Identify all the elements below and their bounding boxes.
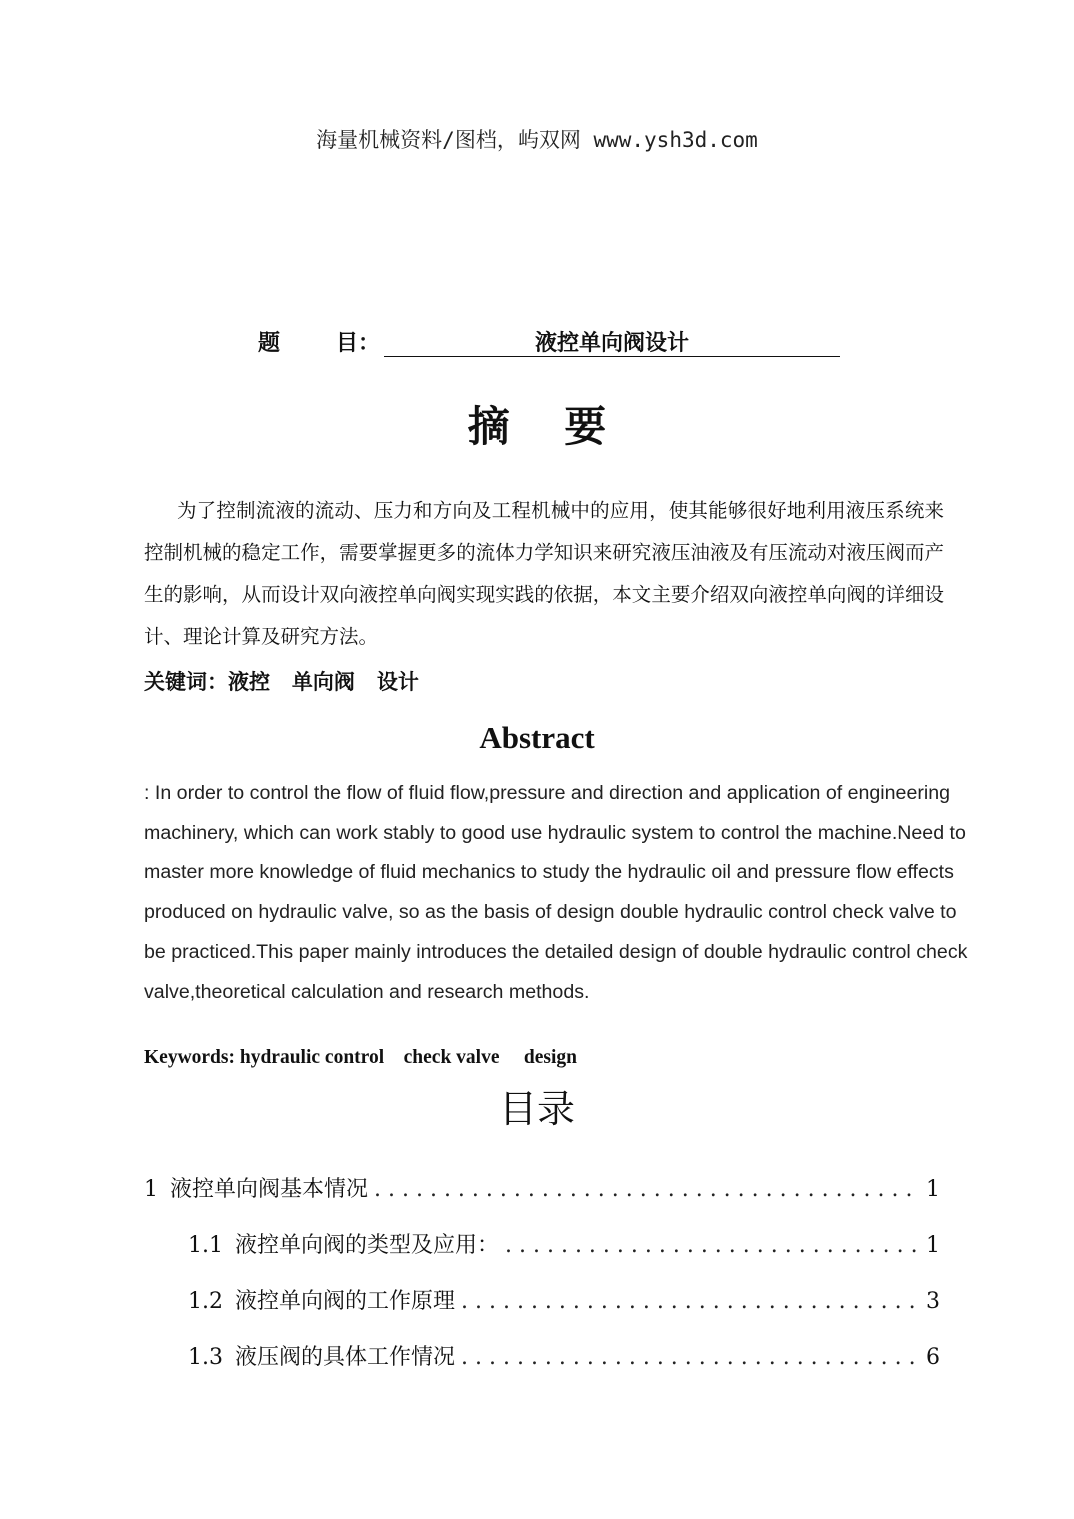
abstract-body-en: : In order to control the flow of fluid flow,pressure and direction and application of engineering machinery, which can work stably to good use hydraulic system to control the machine.Need to master more knowledge of fluid mechanics to study the hydraulic oil and pressure flow effects produced on hydraulic valve, so as the basis of design double hydraulic control check valve to be practiced.This paper mainly introduces the detailed design of double hydraulic control check valve,theoretical calculation and research methods. [144, 782, 968, 1003]
toc-heading: 目录 [498, 1087, 575, 1131]
toc-entry[interactable] [188, 1284, 940, 1318]
toc-leader-dots [461, 1345, 920, 1370]
toc-entry[interactable] [188, 1340, 940, 1374]
thesis-title: 液控单向阀设计 [534, 330, 689, 356]
toc-leader-dots [461, 1289, 920, 1314]
abstract-heading-cn: 摘 要 [467, 402, 627, 451]
toc-entry-number: 1 [144, 1177, 158, 1202]
title-label-1: 题 [258, 330, 281, 356]
title-label-2: 目： [336, 330, 381, 356]
toc-entry[interactable] [144, 1172, 940, 1206]
toc-leader-dots [505, 1233, 920, 1258]
thesis-title-row [258, 326, 848, 360]
toc-entry-number: 1.1 [188, 1233, 223, 1258]
site-header: 海量机械资料/图档，屿双网 www.ysh3d.com [316, 128, 758, 152]
toc-entry-title: 液控单向阀的工作原理 [235, 1289, 456, 1314]
keywords-cn: 关键词：液控 单向阀 设计 [144, 669, 419, 694]
toc-entry-page: 6 [926, 1345, 940, 1370]
abstract-heading-en: Abstract [479, 720, 595, 755]
toc-entry-number: 1.3 [188, 1345, 223, 1370]
toc-entry-page: 1 [926, 1177, 940, 1202]
toc-entry-title: 液控单向阀基本情况 [170, 1177, 369, 1202]
toc-entry-title: 液压阀的具体工作情况 [235, 1345, 456, 1370]
toc-entry-page: 1 [926, 1233, 940, 1258]
toc-entry[interactable] [188, 1228, 940, 1262]
toc-entry-page: 3 [926, 1289, 940, 1314]
abstract-body-cn: 为了控制流液的流动、压力和方向及工程机械中的应用，使其能够很好地利用液压系统来控制机械的稳定工作，需要掌握更多的流体力学知识来研究液压油液及有压流动对液压阀而产生的影响，从而设计双向液控单向阀实现实践的依据，本文主要介绍双向液控单向阀的详细设计、理论计算及研究方法。 [144, 499, 944, 648]
toc-entry-title: 液控单向阀的类型及应用： [235, 1233, 500, 1258]
toc-entry-number: 1.2 [188, 1289, 223, 1314]
keywords-en: Keywords: hydraulic control check valve design [144, 1047, 577, 1068]
toc-leader-dots [374, 1177, 920, 1202]
